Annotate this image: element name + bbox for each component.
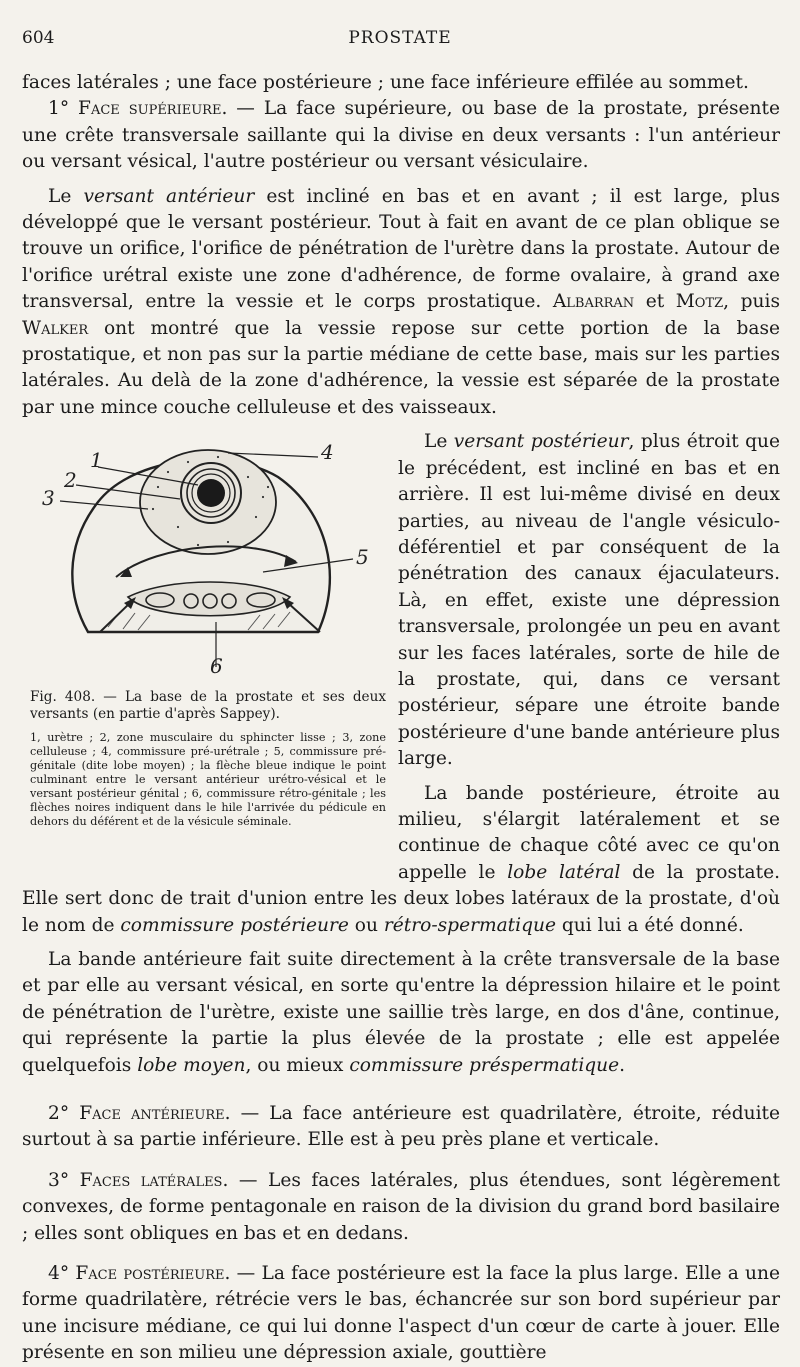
section-text: — La face antérieure est quadrilatère, étroite, réduite surtout à sa partie inférieure. Elle est à peu près plane et verticale. xyxy=(22,1103,780,1151)
term: rétro-spermatique xyxy=(383,914,556,936)
figure-label: 4 xyxy=(321,440,334,465)
author-name: Walker xyxy=(22,317,89,339)
page-number: 604 xyxy=(22,28,55,48)
text-run: ou xyxy=(348,914,384,936)
section-face-posterieure xyxy=(22,1261,780,1367)
term: commissure postérieure xyxy=(120,914,349,936)
text-run: qui lui a été donné. xyxy=(555,914,744,936)
section-text: — Les faces latérales, plus étendues, sont légèrement convexes, de forme pentagonale en raison de la division du grand bord basilaire ; elles sont obliques en bas et en dedans. xyxy=(22,1169,780,1244)
prostate-base-illustration xyxy=(28,427,378,677)
text-run: est incliné en bas et en avant ; il est large, plus développé que le versant postérieur. Tout à fait en avant de ce plan oblique se trouve un orifice, l'orifice de pénétration de l'urètre dans la prostate. Autour de l'orifice urétral existe une zone d'adhérence, de forme ovalaire, à grand axe transversal, entre la vessie et le corps prostatique. xyxy=(22,185,780,313)
figure-caption xyxy=(30,689,386,829)
text-run: de la prostate. Elle sert donc de trait d'union entre les deux lobes latéraux de la prostate, d'où le nom de xyxy=(22,861,780,936)
figure-label: 2 xyxy=(64,468,77,493)
text-run: , plus étroit que le précédent, est incliné en bas et en arrière. Il est lui-même divisé en deux parties, au niveau de l'angle vésiculo-déférentiel et par conséquent de la pénétration des canaux éjaculateurs. Là, en effet, existe une dépression transversale, prolongée un peu en avant sur les faces latérales, sorte de hile de la prostate, qui, dans ce versant postérieur, sépare une étroite bande postérieure d'une bande antérieure plus large. xyxy=(398,431,780,770)
section-heading: 3° Faces latérales. xyxy=(48,1169,229,1191)
section-heading: 2° Face antérieure. xyxy=(48,1103,231,1125)
text-run: Le xyxy=(424,431,454,453)
term: lobe moyen xyxy=(137,1054,246,1076)
text-run: Le xyxy=(48,185,84,207)
caption-legend: 1, urètre ; 2, zone musculaire du sphincter lisse ; 3, zone celluleuse ; 4, commissure pré-urétrale ; 5, commissure pré-génitale (dite lobe moyen) ; la flèche bleue indique le point culminant entre le versant antérieur urétro-vésical et le versant postérieur génital ; 6, commissure rétro-génitale ; les flèches noires indiquent dans le hile l'arrivée du pédicule en dehors du déférent et de la vésicule séminale. xyxy=(30,731,386,829)
term: versant postérieur xyxy=(453,431,629,453)
section-text: — La face postérieure est la face la plus large. Elle a une forme quadrilatère, rétrécie vers le bas, échancrée sur son bord supérieur par une incisure médiane, ce qui lui donne l'aspect d'un cœur de carte à jouer. Elle présente en son milieu une dépression axiale, gouttière xyxy=(22,1263,780,1364)
text-run: . xyxy=(619,1054,626,1076)
text-run: La bande antérieure fait suite directement à la crête transversale de la base et par elle au versant vésical, en sorte qu'entre la dépression hilaire et le point de pénétration de l'urètre, existe une saillie très large, en dos d'âne, continue, qui représente la partie la plus élevée de la prostate ; elle est appelée quelquefois xyxy=(22,949,780,1076)
figure-label: 5 xyxy=(356,545,369,570)
term: versant antérieur xyxy=(83,185,255,207)
text-run: , puis xyxy=(723,291,780,313)
section-heading: 1° Face supérieure. xyxy=(48,98,228,120)
term: commissure préspermatique xyxy=(349,1054,620,1076)
term: lobe latéral xyxy=(507,861,621,883)
body-text xyxy=(22,70,780,1367)
paragraph-bande-anterieure xyxy=(22,947,780,1079)
text-run: et xyxy=(634,291,676,313)
section-text: — La face supérieure, ou base de la prostate, présente une crête transversale saillante qui la divise en deux versants : l'un antérieur ou versant vésical, l'autre postérieur ou versant vésiculaire. xyxy=(22,98,780,173)
section-faces-laterales xyxy=(22,1168,780,1247)
section-face-anterieure xyxy=(22,1101,780,1154)
running-header xyxy=(22,28,778,52)
section-heading: 4° Face postérieure. xyxy=(48,1263,231,1285)
figure-label: 3 xyxy=(42,486,55,511)
text-run: La bande postérieure, étroite au milieu, s'élargit latéralement et se continue de chaque côté avec ce qu'on appelle le xyxy=(398,782,780,883)
text-run: ont montré que la vessie repose sur cette portion de la base prostatique, et non pas sur la partie médiane de cette base, mais sur les parties latérales. Au delà de la zone d'adhérence, la vessie est séparée de la prostate par une mince couche celluleuse et des vaisseaux. xyxy=(22,317,780,418)
figure-label: 6 xyxy=(210,654,223,678)
caption-title: Fig. 408. — La base de la prostate et ses deux versants (en partie d'après Sappey). xyxy=(30,689,386,723)
section-face-superieure xyxy=(22,96,780,175)
text-run: , ou mieux xyxy=(245,1054,350,1076)
author-name: Albarran xyxy=(552,291,635,313)
running-title: PROSTATE xyxy=(348,28,452,48)
figure-label: 1 xyxy=(90,448,103,473)
intro-line: faces latérales ; une face postérieure ; une face inférieure effilée au sommet. xyxy=(22,72,749,93)
author-name: Motz xyxy=(675,291,724,313)
paragraph-versant-anterieur xyxy=(22,184,780,422)
figure-408 xyxy=(0,421,386,877)
